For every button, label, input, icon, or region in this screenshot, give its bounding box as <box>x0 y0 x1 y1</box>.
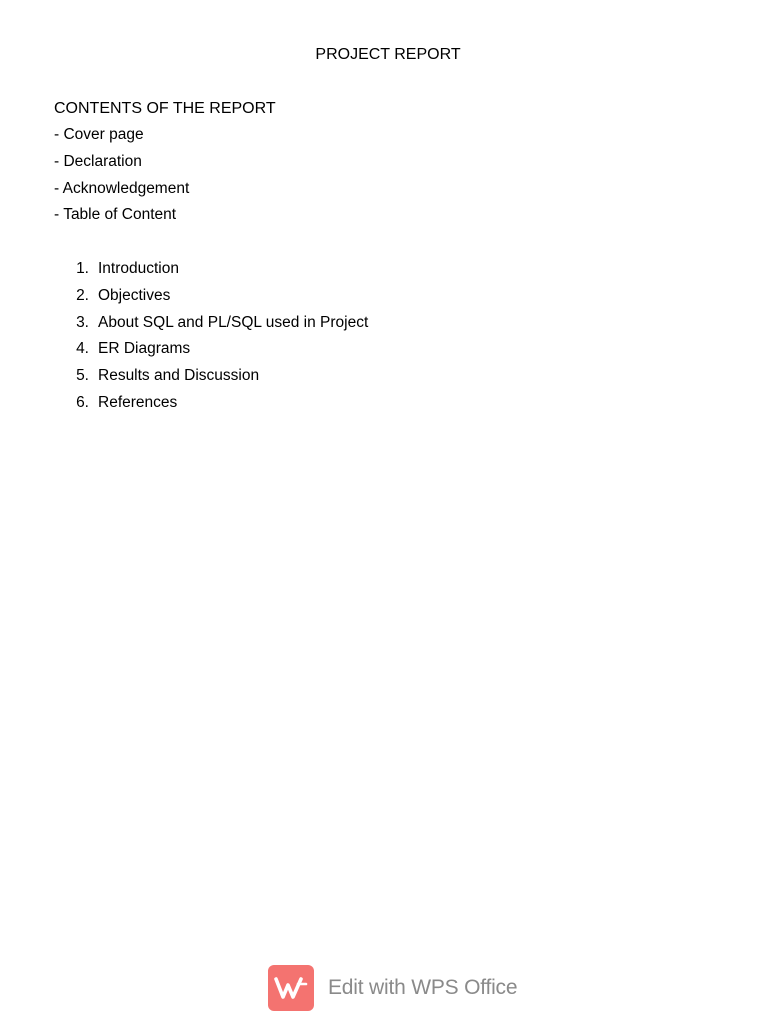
list-item <box>54 313 368 340</box>
list-item-label: References <box>98 393 178 411</box>
front-matter-list <box>54 125 189 232</box>
list-item <box>54 286 368 313</box>
list-item-number: 1. <box>76 260 89 277</box>
list-item <box>54 339 368 366</box>
wps-logo-icon <box>268 965 314 1011</box>
list-item-label: About SQL and PL/SQL used in Project <box>98 313 369 331</box>
list-item-label: Introduction <box>98 260 179 277</box>
chapter-list <box>54 259 368 420</box>
list-item-number: 5. <box>76 367 89 385</box>
list-item-number: 6. <box>76 393 89 411</box>
list-item <box>54 366 368 393</box>
list-item: - Table of Content <box>54 206 177 224</box>
list-item: - Acknowledgement <box>54 179 190 197</box>
list-item <box>54 259 368 286</box>
list-item-label: Results and Discussion <box>98 367 260 385</box>
wps-watermark[interactable] <box>268 965 517 1011</box>
list-item-label: ER Diagrams <box>98 340 191 358</box>
list-item-number: 3. <box>76 313 89 331</box>
wps-watermark-text: Edit with WPS Office <box>328 976 518 999</box>
page-title: PROJECT REPORT <box>315 46 461 63</box>
list-item <box>54 393 368 420</box>
contents-heading: CONTENTS OF THE REPORT <box>54 100 276 117</box>
list-item-label: Objectives <box>98 286 171 304</box>
list-item-number: 2. <box>76 286 89 304</box>
list-item-number: 4. <box>76 340 89 358</box>
list-item: - Declaration <box>54 152 142 170</box>
list-item: - Cover page <box>54 126 144 143</box>
